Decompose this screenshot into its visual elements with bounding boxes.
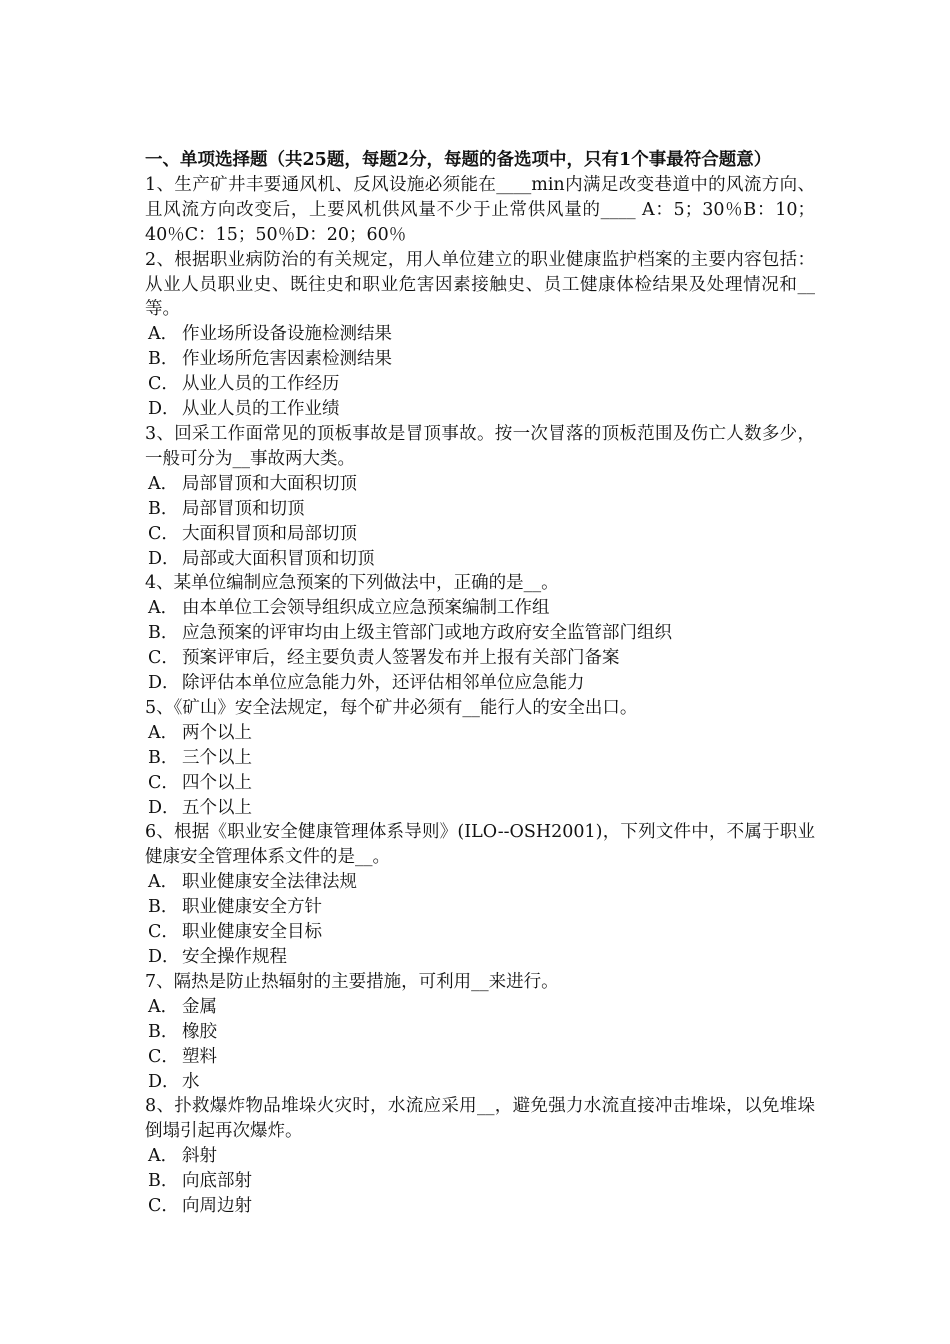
option-letter: C． [148, 648, 179, 669]
option-letter: C． [148, 1046, 179, 1067]
option-letter: A． [148, 473, 179, 494]
option-c [145, 646, 815, 671]
option-letter: A． [148, 996, 179, 1017]
option-letter: D． [148, 399, 180, 420]
option-d [145, 796, 815, 821]
question-text: 8、扑救爆炸物品堆垛火灾时，水流应采用__，避免强力水流直接冲击堆垛，以免堆垛倒塌引起再次爆炸。 [145, 1096, 815, 1142]
option-b [145, 621, 815, 646]
option-letter: A． [148, 324, 179, 345]
option-text: 五个以上 [182, 797, 252, 818]
option-letter: B． [148, 498, 179, 519]
option-text: 职业健康安全方针 [182, 897, 322, 918]
option-c [145, 522, 815, 547]
option-b [145, 1020, 815, 1045]
option-a [145, 472, 815, 497]
option-letter: D． [148, 947, 180, 967]
option-c [145, 920, 815, 945]
question-1 [145, 173, 815, 248]
option-d [145, 547, 815, 572]
option-letter: A． [148, 1146, 179, 1167]
option-text: 橡胶 [182, 1021, 217, 1042]
option-d [145, 671, 815, 696]
option-letter: C． [148, 922, 179, 943]
option-a [145, 995, 815, 1020]
option-text: 职业健康安全法律法规 [182, 872, 357, 893]
option-d [145, 1070, 815, 1095]
document-page [145, 148, 815, 1219]
question-2 [145, 248, 815, 422]
option-text: 斜射 [182, 1146, 217, 1167]
option-c [145, 372, 815, 397]
option-text: 四个以上 [182, 772, 252, 793]
question-text: 2、根据职业病防治的有关规定，用人单位建立的职业健康监护档案的主要内容包括：从业人员职业史、既往史和职业危害因素接触史、员工健康体检结果及处理情况和__等。 [145, 249, 815, 320]
option-letter: B． [148, 623, 179, 644]
option-text: 三个以上 [182, 747, 252, 768]
question-text: 4、某单位编制应急预案的下列做法中，正确的是__。 [145, 573, 559, 594]
option-letter: D． [148, 548, 180, 569]
option-text: 局部冒顶和大面积切顶 [182, 473, 357, 494]
option-a [145, 1144, 815, 1169]
question-text: 6、根据《职业安全健康管理体系导则》(ILO--OSH2001)，下列文件中，不属于职业健康安全管理体系文件的是__。 [145, 822, 815, 868]
option-a [145, 322, 815, 347]
option-text: 金属 [182, 996, 217, 1017]
option-text: 向周边射 [182, 1196, 252, 1217]
option-text: 水 [182, 1071, 200, 1092]
option-text: 预案评审后，经主要负责人签署发布并上报有关部门备案 [182, 648, 620, 669]
question-text: 3、回采工作面常见的顶板事故是冒顶事故。按一次冒落的顶板范围及伤亡人数多少，一般可分为__事故两大类。 [145, 423, 815, 469]
option-d [145, 945, 815, 970]
option-text: 局部或大面积冒顶和切顶 [182, 548, 375, 569]
option-d [145, 397, 815, 422]
option-letter: A． [148, 722, 179, 743]
question-3 [145, 422, 815, 571]
option-letter: D． [148, 673, 180, 694]
option-a [145, 721, 815, 746]
option-letter: C． [148, 772, 179, 793]
option-letter: A． [148, 598, 179, 619]
question-4 [145, 571, 815, 696]
question-text: 7、隔热是防止热辐射的主要措施，可利用__来进行。 [145, 971, 559, 992]
option-text: 职业健康安全目标 [182, 922, 322, 943]
option-text: 作业场所设备设施检测结果 [182, 324, 392, 345]
option-b [145, 746, 815, 771]
option-letter: D． [148, 1071, 180, 1092]
option-a [145, 870, 815, 895]
option-c [145, 1045, 815, 1070]
option-letter: B． [148, 747, 179, 768]
section-title: 一、单项选择题（共25题，每题2分，每题的备选项中，只有1个事最符合题意） [145, 150, 772, 170]
option-b [145, 1169, 815, 1194]
question-text: 5、《矿山》安全法规定，每个矿井必须有__能行人的安全出口。 [145, 697, 638, 718]
option-c [145, 771, 815, 796]
option-text: 安全操作规程 [182, 947, 287, 967]
question-6 [145, 820, 815, 969]
option-b [145, 895, 815, 920]
option-letter: B． [148, 1171, 179, 1192]
option-letter: B． [148, 1021, 179, 1042]
option-text: 向底部射 [182, 1171, 252, 1192]
option-letter: C． [148, 1196, 179, 1217]
option-letter: A． [148, 872, 179, 893]
question-5 [145, 696, 815, 821]
question-text: 1、生产矿井丰要通风机、反风设施必须能在____min内满足改变巷道中的风流方向、且风流方向改变后，上要风机供风量不少于止常供风量的____ A：5；30％B：10；40％C：15；50％D：20；60％ [145, 174, 815, 245]
option-letter: B． [148, 349, 179, 370]
option-text: 由本单位工会领导组织成立应急预案编制工作组 [182, 598, 550, 619]
option-text: 塑料 [182, 1046, 217, 1067]
option-letter: C． [148, 523, 179, 544]
option-letter: D． [148, 797, 180, 818]
option-c [145, 1194, 815, 1219]
option-letter: C． [148, 374, 179, 395]
option-b [145, 497, 815, 522]
option-b [145, 347, 815, 372]
option-text: 从业人员的工作经历 [182, 374, 340, 395]
option-text: 除评估本单位应急能力外，还评估相邻单位应急能力 [182, 673, 585, 694]
option-text: 作业场所危害因素检测结果 [182, 349, 392, 370]
question-8 [145, 1094, 815, 1219]
option-text: 局部冒顶和切顶 [182, 498, 305, 519]
option-text: 两个以上 [182, 722, 252, 743]
option-a [145, 596, 815, 621]
option-text: 大面积冒顶和局部切顶 [182, 523, 357, 544]
option-text: 从业人员的工作业绩 [182, 399, 340, 420]
option-text: 应急预案的评审均由上级主管部门或地方政府安全监管部门组织 [182, 623, 672, 644]
question-7 [145, 970, 815, 1095]
option-letter: B． [148, 897, 179, 918]
